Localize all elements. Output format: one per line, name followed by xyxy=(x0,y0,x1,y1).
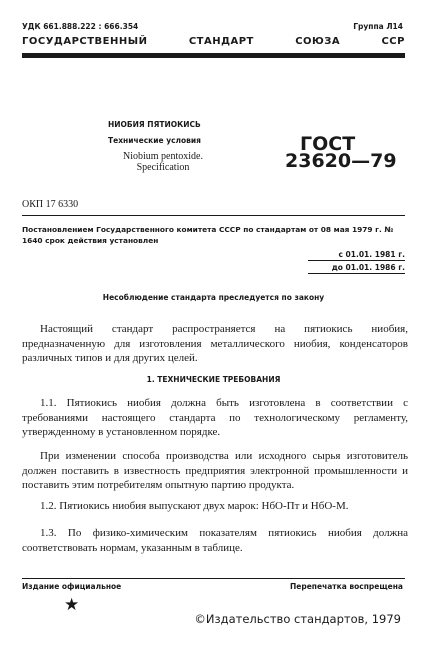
okp-code: ОКП 17 6330 xyxy=(22,199,79,210)
banner-word: СТАНДАРТ xyxy=(188,36,254,47)
header-rule xyxy=(22,53,405,58)
banner-word: СОЮЗА xyxy=(295,36,341,47)
paragraph-text: При изменении способа производства или исходного сырья изготовитель должен поставить в известность предприятия электронной промышленности и поставить этим потребителям опытную партию продукта. xyxy=(22,450,408,491)
paragraph-text: 1.2. Пятиокись ниобия выпускают двух марок: НбО-Пт и НбО-М. xyxy=(40,500,349,512)
paragraph-1-2 xyxy=(22,499,408,514)
state-standard-banner xyxy=(22,36,405,47)
paragraph-text: 1.1. Пятиокись ниобия должна быть изготовлена в соответствии с требованиями настоящего стандарта по технологическому регламенту, утвержденному в установленном порядке. xyxy=(22,397,408,438)
footer-rule xyxy=(22,578,405,579)
paragraph-1-1-cont xyxy=(22,449,408,493)
banner-word: ССР xyxy=(381,36,405,47)
title-en-line: Niobium pentoxide. xyxy=(123,151,203,162)
subtitle-ru: Технические условия xyxy=(108,136,201,145)
validity-from: с 01.01. 1981 г. xyxy=(338,250,405,259)
intro-paragraph xyxy=(22,322,408,366)
group-code: Группа Л14 xyxy=(353,22,403,31)
penalty-notice: Несоблюдение стандарта преследуется по закону xyxy=(102,293,325,302)
title-en xyxy=(108,151,218,173)
section-title: 1. ТЕХНИЧЕСКИЕ ТРЕБОВАНИЯ xyxy=(146,375,281,384)
official-edition: Издание официальное xyxy=(22,582,122,591)
copyright: ©Издательство стандартов, 1979 xyxy=(194,612,401,626)
title-en-line: Specification xyxy=(136,162,190,173)
decree-text: Постановлением Государственного комитета СССР по стандартам от 08 мая 1979 г. № 1640 срок действия установлен xyxy=(22,225,394,245)
gost-label: ГОСТ xyxy=(300,133,356,155)
intro-text: Настоящий стандарт распространяется на пятиокись ниобия, предназначенную для изготовления металлического ниобия, конденсаторов различных типов и для других целей. xyxy=(22,323,408,364)
paragraph-1-3 xyxy=(22,526,408,555)
validity-rule xyxy=(308,260,405,261)
paragraph-text: 1.3. По физико-химическим показателям пятиокись ниобия должна соответствовать нормам, указанным в таблице. xyxy=(22,527,408,554)
udk-code: УДК 661.888.222 : 666.354 xyxy=(22,22,139,31)
title-ru: НИОБИЯ ПЯТИОКИСЬ xyxy=(108,120,201,129)
validity-to: до 01.01. 1986 г. xyxy=(331,263,405,272)
banner-word: ГОСУДАРСТВЕННЫЙ xyxy=(22,36,148,47)
validity-rule xyxy=(308,273,405,274)
reprint-notice: Перепечатка воспрещена xyxy=(289,582,403,591)
star-icon: ★ xyxy=(64,595,80,614)
gost-number: 23620—79 xyxy=(285,150,397,172)
okp-rule xyxy=(22,215,405,216)
paragraph-1-1 xyxy=(22,396,408,440)
